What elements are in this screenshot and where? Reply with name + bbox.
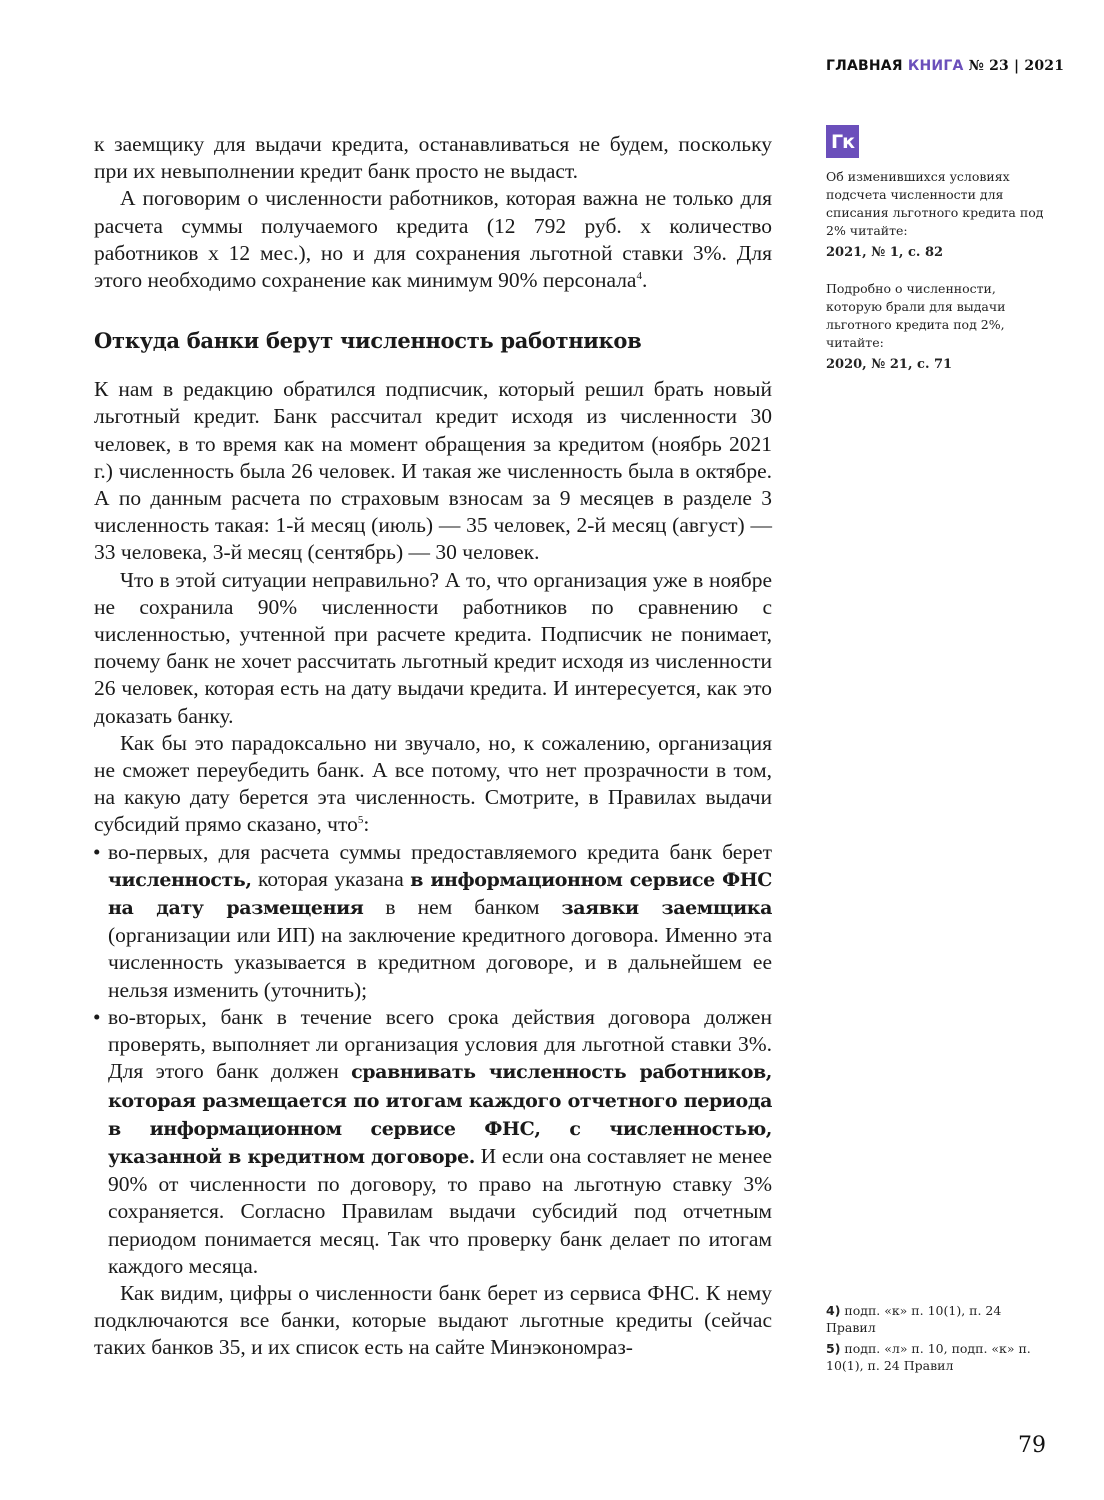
bullet-list (94, 839, 772, 1280)
footnotes (826, 1302, 1046, 1378)
sidebar-note-1 (826, 168, 1046, 262)
text: в нем банком (363, 895, 562, 920)
footnote-ref[interactable]: 4 (636, 269, 642, 282)
footnote (826, 1302, 1046, 1336)
section-heading: Откуда банки берут численность работников (94, 328, 642, 354)
sidebar-note-2 (826, 280, 1046, 374)
footnote-ref[interactable]: 5 (357, 814, 364, 827)
bold-text: сравнивать численность работников, которая размещается по итогам каждого отчетного периода в информационном сервисе ФНС, с численностью, указанной в кредитном договоре. (108, 1061, 772, 1168)
bold-text: численность, (108, 868, 252, 891)
page-number: 79 (1018, 1433, 1046, 1458)
gk-logo-icon (826, 125, 859, 158)
text: которая указана (251, 866, 411, 891)
paragraph-text: Как бы это парадоксально ни звучало, но, к сожалению, организация не сможет переубедить банк. А все потому, что нет прозрачности в том, на какую дату берется эта численность. Смотрите, в Правилах выдачи субсидий прямо сказано, что (94, 730, 772, 837)
punctuation: : (363, 812, 370, 837)
paragraph: Как видим, цифры о численности банк берет из сервиса ФНС. К нему подключаются все банки, которые выдают льготные кредиты (сейчас таких банков 35, и их список есть на сайте Минэкономраз- (94, 1280, 772, 1360)
footnote-number: 5) (826, 1341, 841, 1356)
text: И если она составляет не менее 90% от численности по договору, то право на льготную ставку 3% сохраняется. Согласно Правилам выдачи субсидий под отчетным периодом понимается месяц. Так что проверку банк делает по итогам каждого месяца. (108, 1143, 772, 1278)
footnote-text: подп. «к» п. 10(1), п. 24 Правил (826, 1303, 1002, 1335)
paragraph: К нам в редакцию обратился подписчик, который решил брать новый льготный кредит. Банк рассчитал кредит исходя из численности 30 человек, в то время как на момент обращения за кредитом (ноябрь 2021 г.) численность была 26 человек. И такая же численность была в октябре. А по данным расчета по страховым взносам за 9 месяцев в разделе 3 численность такая: 1-й месяц (июль) — 35 человек, 2-й месяц (август) — 33 человека, 3-й месяц (сентябрь) — 30 человек. (94, 377, 772, 565)
punctuation: . (641, 268, 648, 293)
bold-text: в информационном сервисе ФНС на дату размещения (108, 868, 772, 920)
brand-name-part2: КНИГА (907, 58, 964, 74)
footnote-text: подп. «л» п. 10, подп. «к» п. 10(1), п. 24 Правил (826, 1341, 1031, 1373)
bold-text: заявки заемщика (561, 897, 772, 920)
sidebar-note-text: Подробно о численности, которую брали для выдачи льготного кредита под 2%, читайте: (826, 281, 1006, 350)
text: во-вторых, банк в течение всего срока действия договора должен проверять, выполняет ли организация условия для льготной ставки 3%. Для этого банк должен (108, 1004, 772, 1084)
text: во-первых, для расчета суммы предоставляемого кредита банк берет (108, 839, 772, 864)
sidebar-note-text: Об изменившихся условиях подсчета численности для списания льготного кредита под 2% читайте: (826, 169, 1044, 238)
list-item (94, 839, 772, 1004)
list-item (94, 1004, 772, 1280)
sidebar-note-reference[interactable]: 2021, № 1, с. 82 (826, 245, 944, 260)
paragraph-text: А поговорим о численности работников, которая важна не только для расчета суммы получаемого кредита (12 792 руб. х количество работников х 12 мес.), но и для сохранения льготной ставки 3%. Для этого необходимо сохранение как минимум 90% персонала (94, 186, 772, 293)
footnote-number: 4) (826, 1303, 841, 1318)
paragraph: к заемщику для выдачи кредита, останавливаться не будем, поскольку при их невыполнении кредит банк просто не выдаст. (94, 132, 772, 184)
brand-name-part1: ГЛАВНАЯ (826, 58, 903, 74)
logo-text: Гк (830, 130, 854, 153)
paragraph (94, 730, 772, 839)
issue-number: № 23 | 2021 (968, 58, 1065, 74)
sidebar-note-reference[interactable]: 2020, № 21, с. 71 (826, 357, 953, 372)
article-body (94, 131, 772, 1362)
text: (организации или ИП) на заключение кредитного договора. Именно эта численность указывается в кредитном договоре, и в дальнейшем ее нельзя изменить (уточнить); (108, 923, 772, 1002)
footnote (826, 1340, 1046, 1374)
paragraph: Что в этой ситуации неправильно? А то, что организация уже в ноябре не сохранила 90% численности работников по сравнению с численностью, учтенной при расчете кредита. Подписчик не понимает, почему банк не хочет рассчитать льготный кредит исходя из численности 26 человек, которая есть на дату выдачи кредита. И интересуется, как это доказать банку. (94, 567, 772, 728)
running-header (826, 58, 1064, 74)
paragraph (94, 185, 772, 294)
